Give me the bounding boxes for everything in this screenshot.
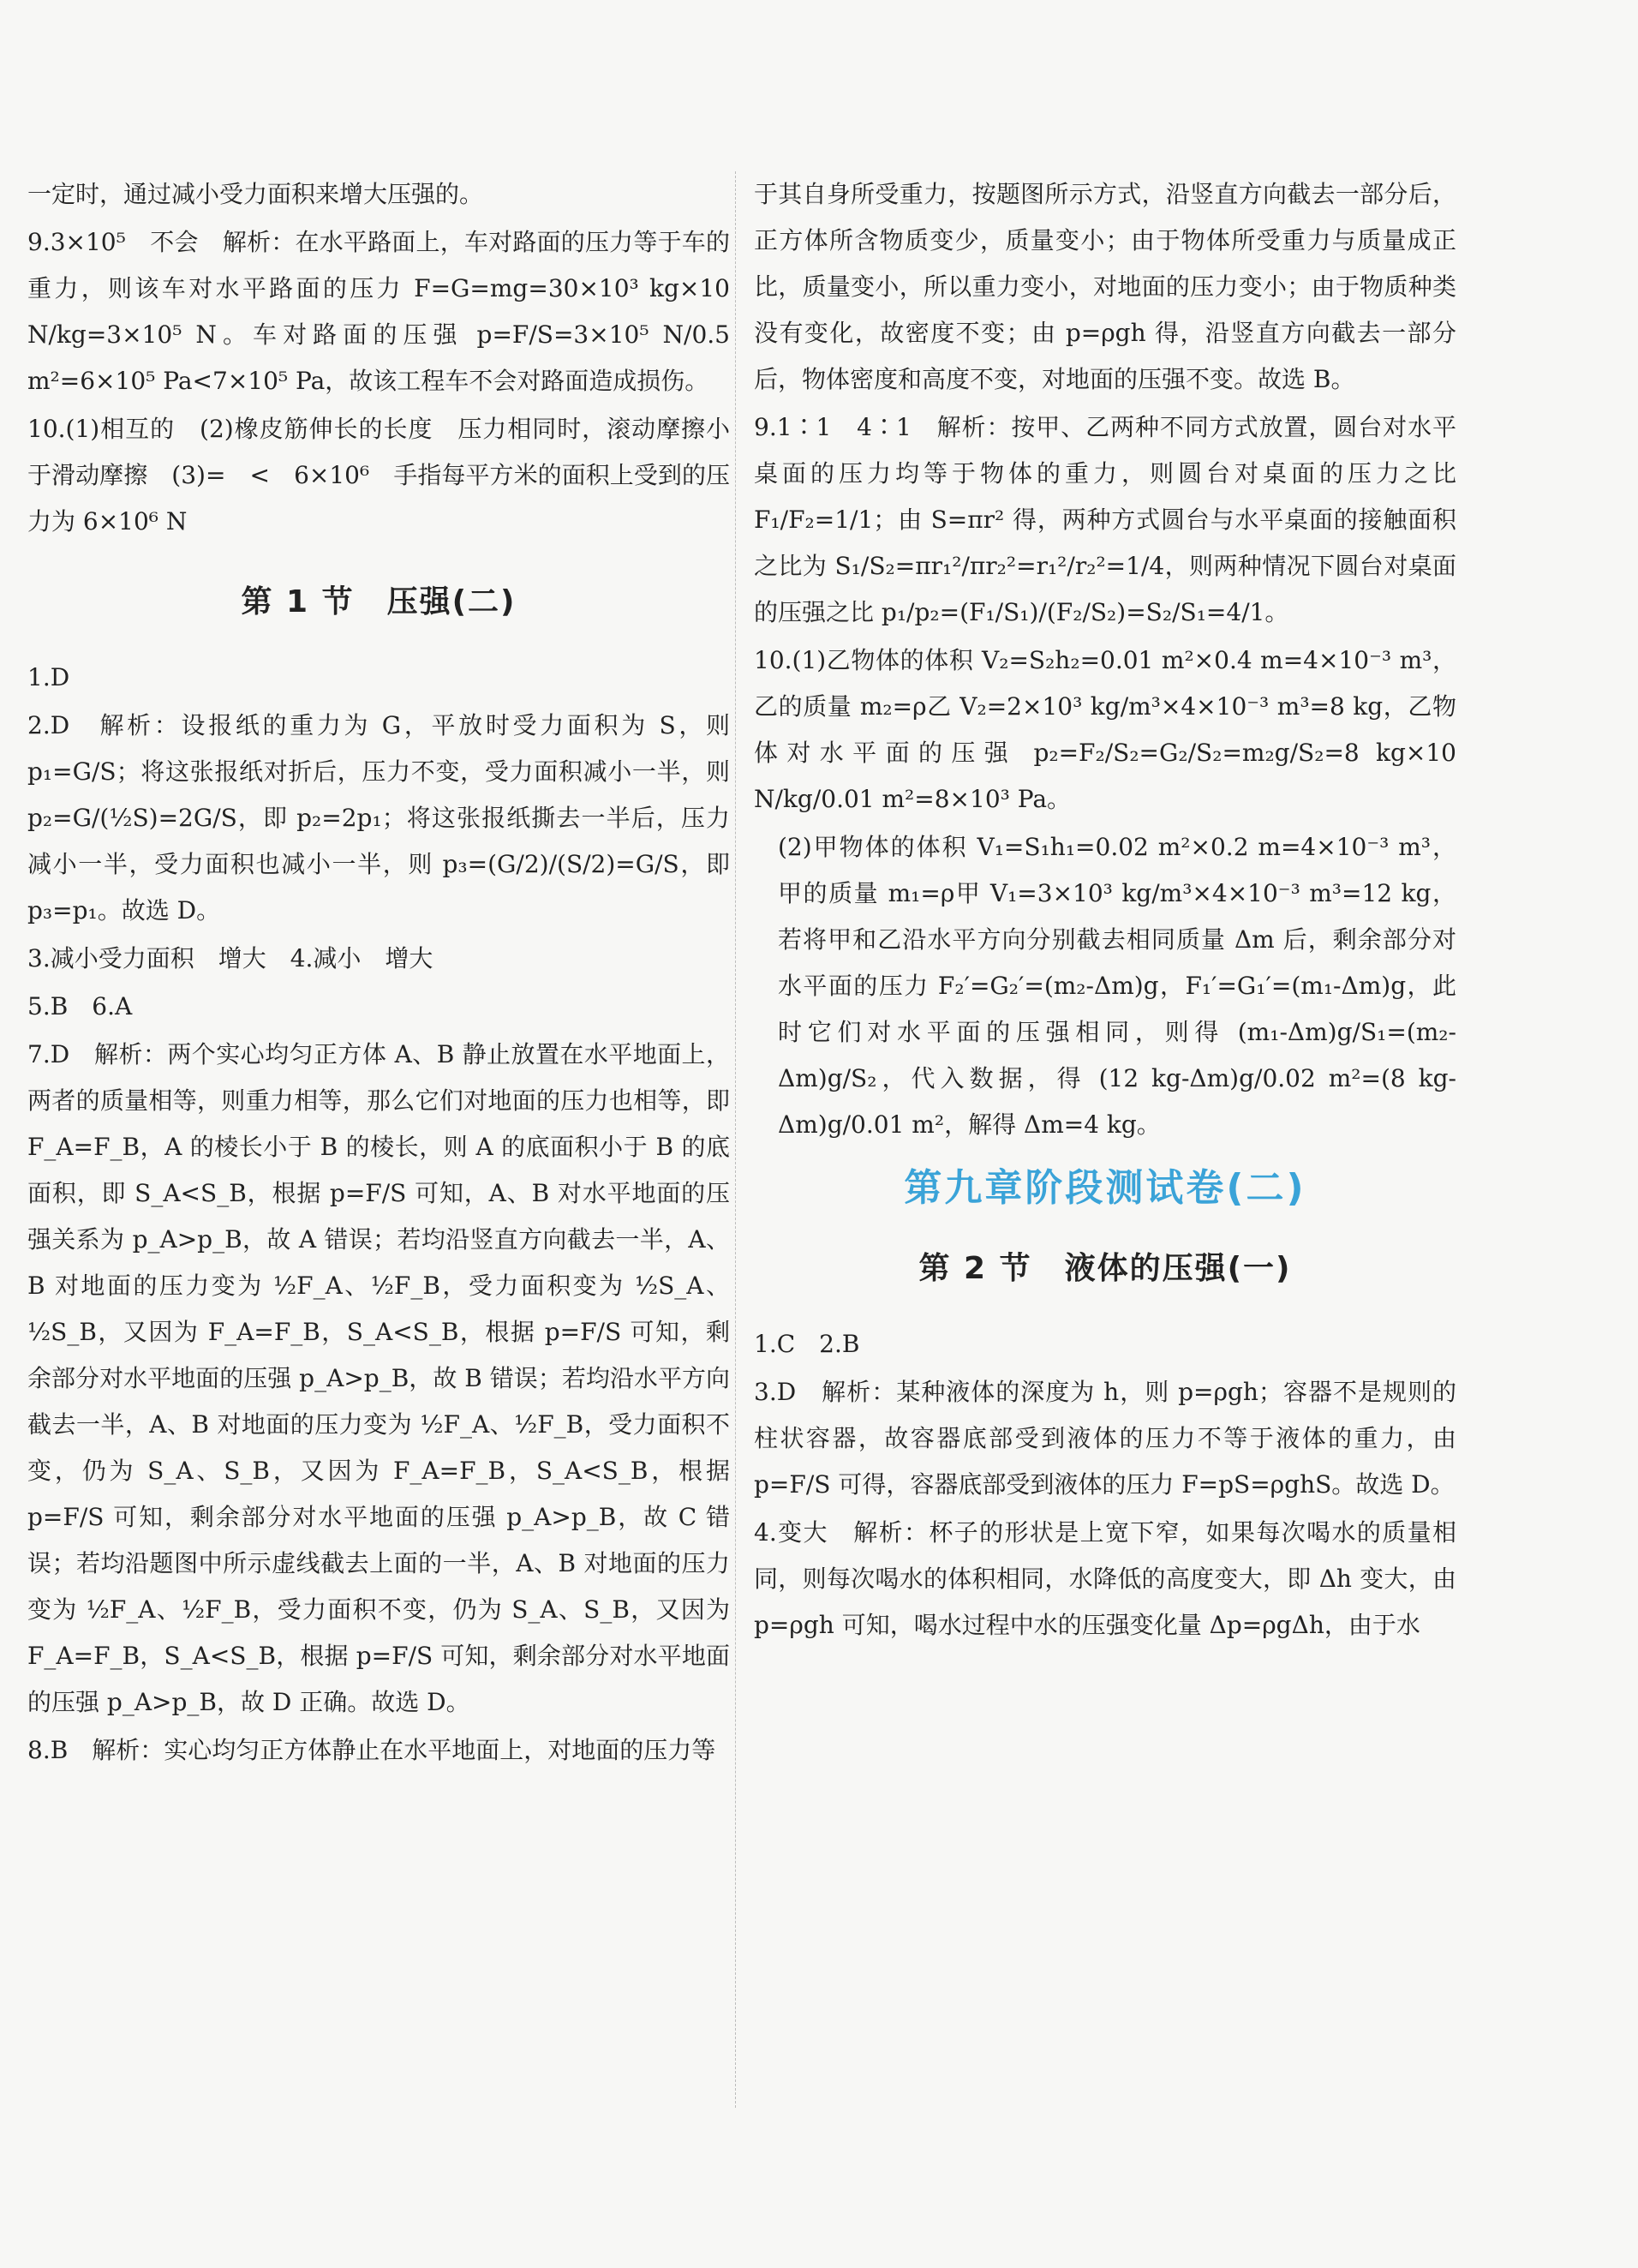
- answer-paragraph: 1.D: [27, 663, 70, 691]
- left-column: [27, 171, 730, 1775]
- answer-paragraph: 3.减小受力面积 增大 4.减小 增大: [27, 944, 433, 972]
- answer-paragraph: 10.(1)乙物体的体积 V₂=S₂h₂=0.01 m²×0.4 m=4×10⁻³ m³，乙的质量 m₂=ρ乙 V₂=2×10³ kg/m³×4×10⁻³ m³=8 kg，乙物体对水平面的压强 p₂=F₂/S₂=G₂/S₂=m₂g/S₂=8 kg×10 N/kg/0.01 m²=8×10³ Pa。: [754, 646, 1456, 813]
- answer-paragraph: 一定时，通过减小受力面积来增大压强的。: [27, 180, 484, 208]
- answer-paragraph: 于其自身所受重力，按题图所示方式，沿竖直方向截去一部分后，正方体所含物质变少，质量变小；由于物体所受重力与质量成正比，质量变小，所以重力变小，对地面的压力变小；由于物质种类没有变化，故密度不变；由 p=ρgh 得，沿竖直方向截去一部分后，物体密度和高度不变，对地面的压强不变。故选 B。: [754, 180, 1456, 393]
- answer-paragraph: 4.变大 解析：杯子的形状是上宽下窄，如果每次喝水的质量相同，则每次喝水的体积相同，水降低的高度变大，即 Δh 变大，由 p=ρgh 可知，喝水过程中水的压强变化量 Δp=ρgΔh，由于水: [754, 1518, 1456, 1639]
- answer-paragraph: 5.B 6.A: [27, 992, 133, 1020]
- answer-paragraph: 1.C 2.B: [754, 1330, 860, 1358]
- section-heading: 第 2 节 液体的压强(一): [918, 1251, 1292, 1286]
- answer-paragraph: 2.D 解析：设报纸的重力为 G，平放时受力面积为 S，则 p₁=G/S；将这张报纸对折后，压力不变，受力面积减小一半，则 p₂=G/(½S)=2G/S，即 p₂=2p₁；将这张报纸撕去一半后，压力减小一半，受力面积也减小一半，则 p₃=(G/2)/(S/2)=G/S，即 p₃=p₁。故选 D。: [27, 711, 730, 925]
- answer-paragraph: 8.B 解析：实心均匀正方体静止在水平地面上，对地面的压力等: [27, 1736, 716, 1764]
- answer-paragraph: 9.3×10⁵ 不会 解析：在水平路面上，车对路面的压力等于车的重力，则该车对水平路面的压力 F=G=mg=30×10³ kg×10 N/kg=3×10⁵ N。车对路面的压强 p=F/S=3×10⁵ N/0.5 m²=6×10⁵ Pa<7×10⁵ Pa，故该工程车不会对路面造成损伤。: [27, 228, 730, 395]
- column-divider: [735, 171, 736, 2108]
- answer-paragraph: 7.D 解析：两个实心均匀正方体 A、B 静止放置在水平地面上，两者的质量相等，则重力相等，那么它们对地面的压力也相等，即 F_A=F_B，A 的棱长小于 B 的棱长，则 A 的底面积小于 B 的底面积，即 S_A<S_B，根据 p=F/S 可知，A、B 对水平地面的压强关系为 p_A>p_B，故 A 错误；若均沿竖直方向截去一半，A、B 对地面的压力变为 ½F_A、½F_B，受力面积变为 ½S_A、½S_B，又因为 F_A=F_B，S_A<S_B，根据 p=F/S 可知，剩余部分对水平地面的压强 p_A>p_B，故 B 错误；若均沿水平方向截去一半，A、B 对地面的压力变为 ½F_A、½F_B，受力面积不变，仍为 S_A、S_B，又因为 F_A=F_B，S_A<S_B，根据 p=F/S 可知，剩余部分对水平地面的压强 p_A>p_B，故 C 错误；若均沿题图中所示虚线截去上面的一半，A、B 对地面的压力变为 ½F_A、½F_B，受力面积不变，仍为 S_A、S_B，又因为 F_A=F_B，S_A<S_B，根据 p=F/S 可知，剩余部分对水平地面的压强 p_A>p_B，故 D 正确。故选 D。: [27, 1040, 730, 1716]
- answer-paragraph: 3.D 解析：某种液体的深度为 h，则 p=ρgh；容器不是规则的柱状容器，故容器底部受到液体的压力不等于液体的重力，由 p=F/S 可得，容器底部受到液体的压力 F=pS=ρghS。故选 D。: [754, 1378, 1456, 1499]
- right-column: [754, 171, 1456, 1650]
- answer-paragraph: (2)甲物体的体积 V₁=S₁h₁=0.02 m²×0.2 m=4×10⁻³ m³，甲的质量 m₁=ρ甲 V₁=3×10³ kg/m³×4×10⁻³ m³=12 kg，若将甲和乙沿水平方向分别截去相同质量 Δm 后，剩余部分对水平面的压力 F₂′=G₂′=(m₂-Δm)g，F₁′=G₁′=(m₁-Δm)g，此时它们对水平面的压强相同，则得 (m₁-Δm)g/S₁=(m₂-Δm)g/S₂，代入数据，得 (12 kg-Δm)g/0.02 m²=(8 kg-Δm)g/0.01 m²，解得 Δm=4 kg。: [778, 833, 1456, 1139]
- section-heading: 第 1 节 压强(二): [241, 584, 517, 619]
- answer-paragraph: 9.1∶1 4∶1 解析：按甲、乙两种不同方式放置，圆台对水平桌面的压力均等于物体的重力，则圆台对桌面的压力之比 F₁/F₂=1/1；由 S=πr² 得，两种方式圆台与水平桌面的接触面积之比为 S₁/S₂=πr₁²/πr₂²=r₁²/r₂²=1/4，则两种情况下圆台对桌面的压强之比 p₁/p₂=(F₁/S₁)/(F₂/S₂)=S₂/S₁=4/1。: [754, 413, 1456, 626]
- chapter-heading: 第九章阶段测试卷(二): [904, 1166, 1306, 1210]
- answer-paragraph: 10.(1)相互的 (2)橡皮筋伸长的长度 压力相同时，滚动摩擦小于滑动摩擦 (3)= < 6×10⁶ 手指每平方米的面积上受到的压力为 6×10⁶ N: [27, 415, 730, 536]
